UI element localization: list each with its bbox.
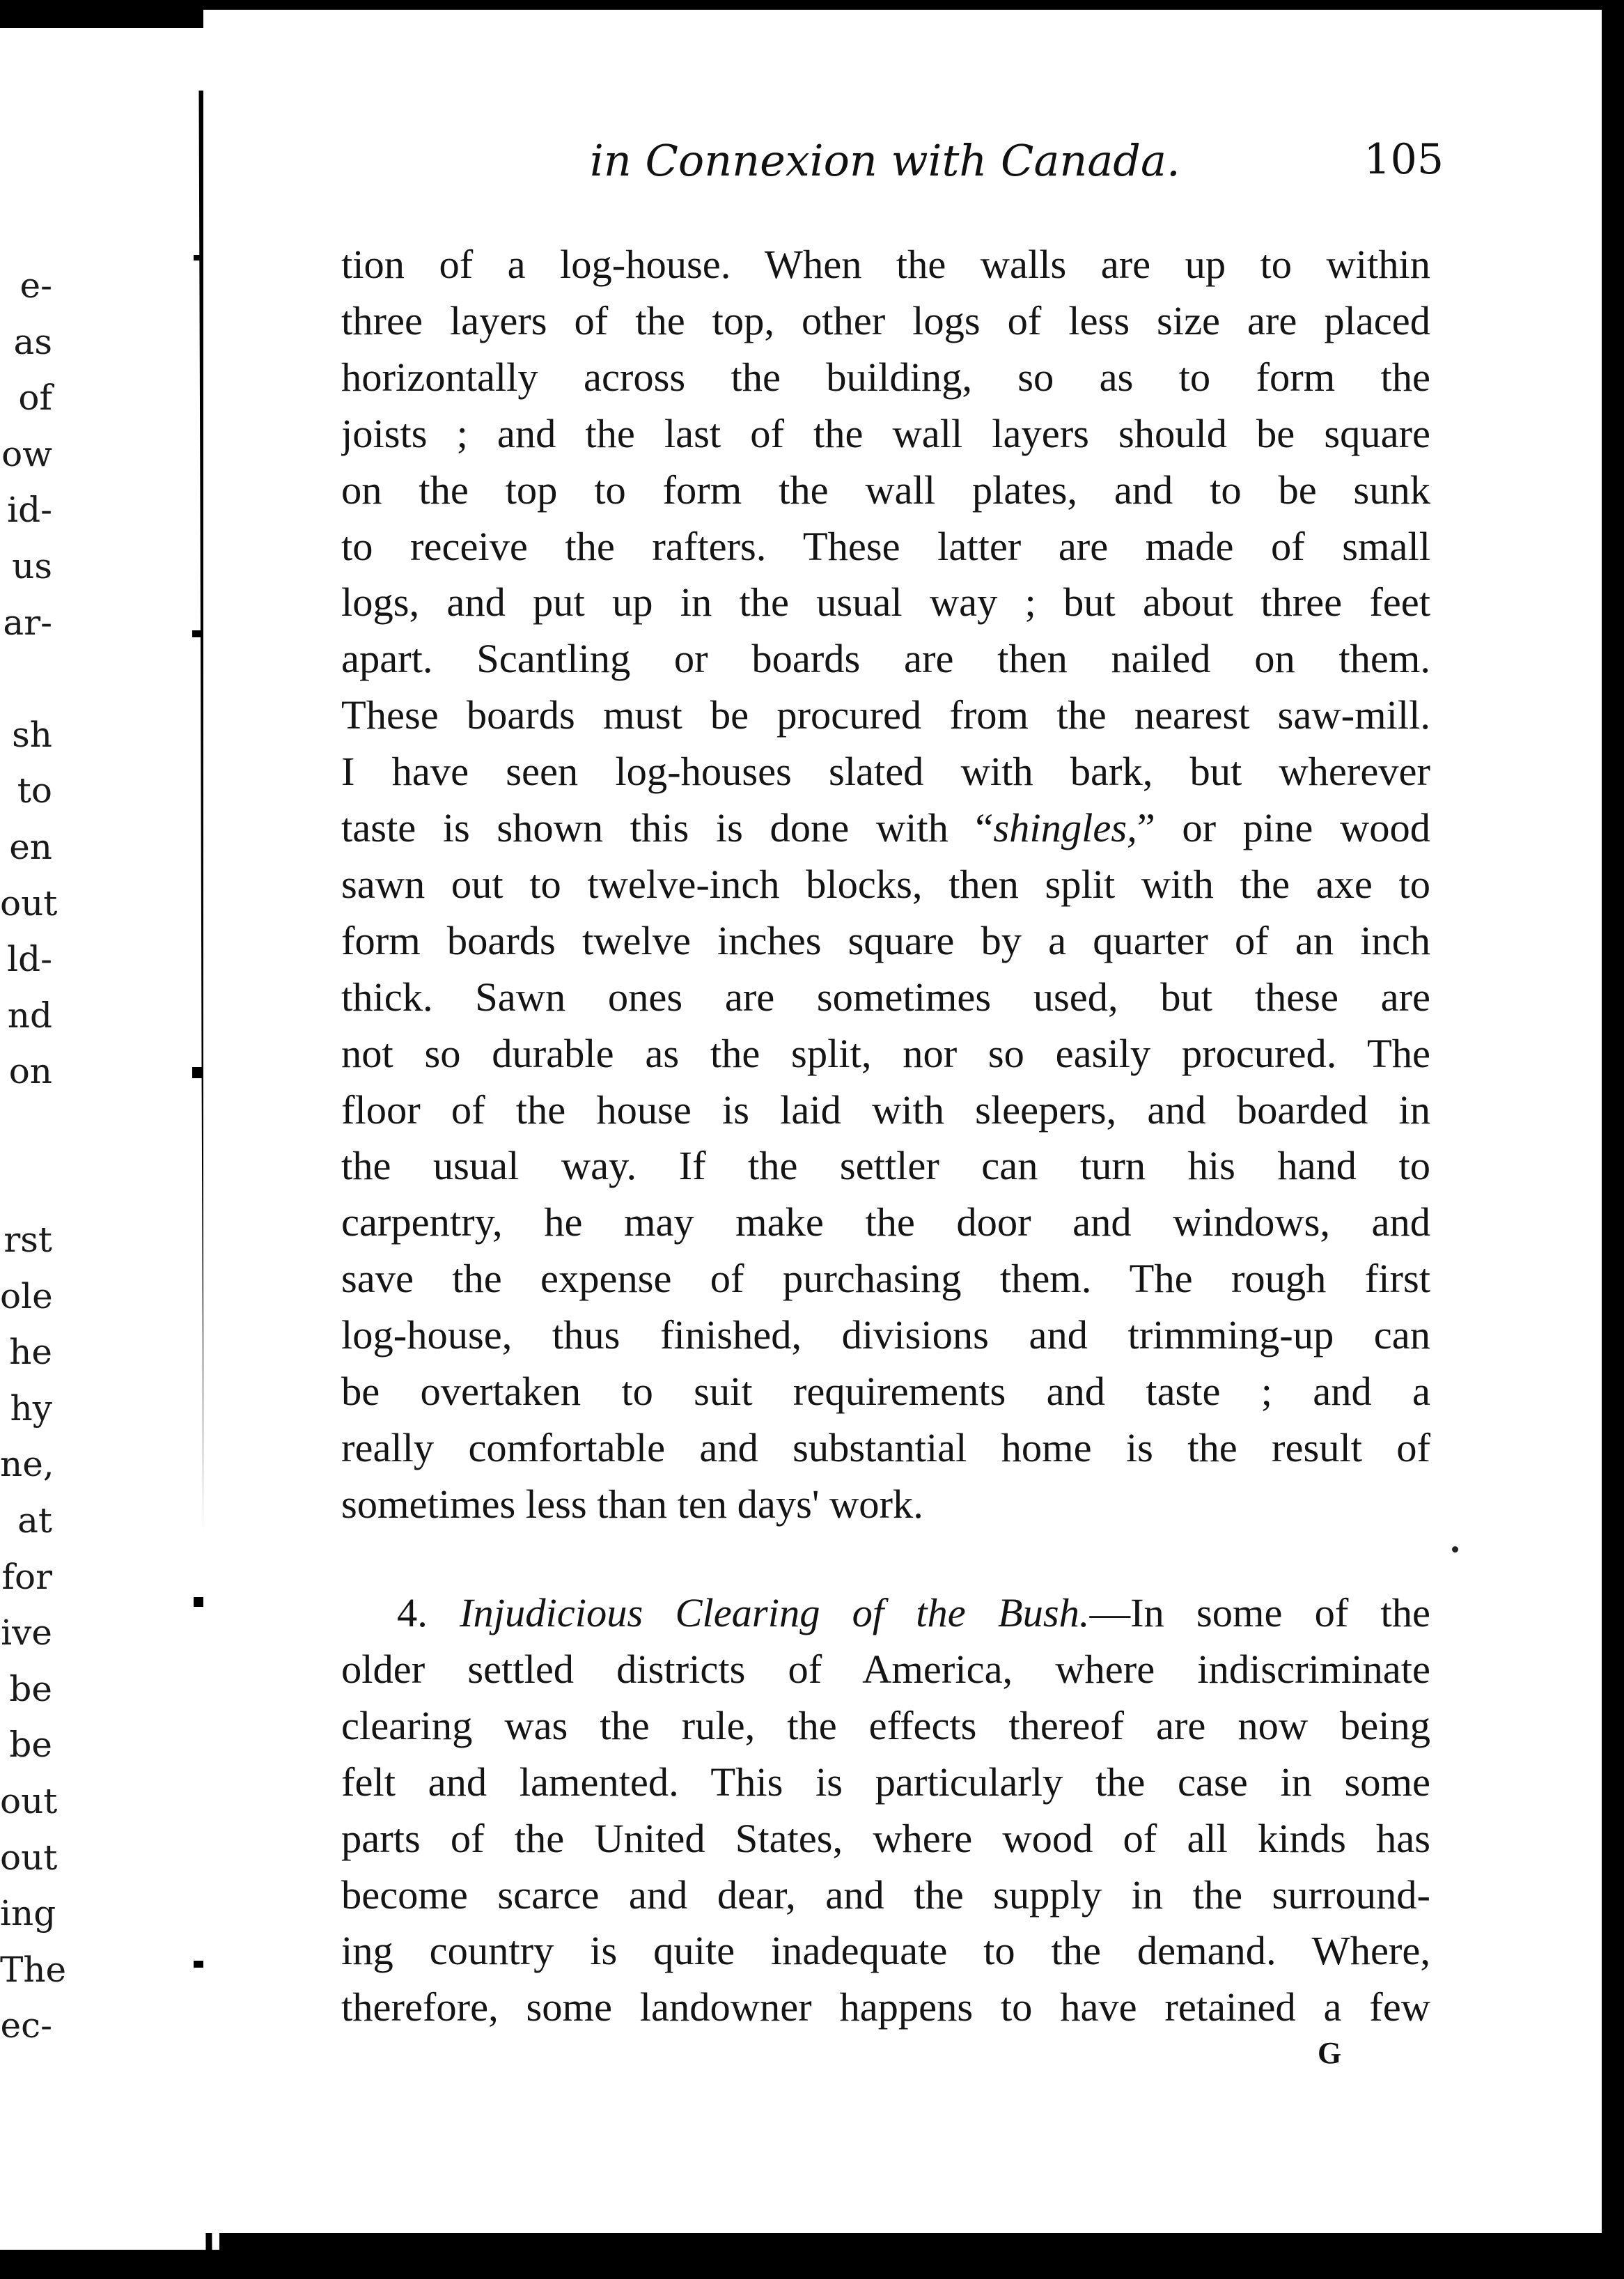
left-page-fragment: out: [0, 1781, 58, 1822]
paragraph-1-line: form boards twelve inches square by a quarter of an inch: [341, 917, 1430, 963]
paragraph-1-line: horizontally across the building, so as to form the: [341, 354, 1430, 400]
paragraph-1-line: to receive the rafters. These latter are made of small: [341, 523, 1430, 569]
main-page: [203, 10, 1602, 2233]
left-page-fragment: as: [13, 321, 52, 362]
paragraph-2-line: become scarce and dear, and the supply in the surround-: [341, 1872, 1430, 1918]
left-page-fragment: ar-: [3, 602, 52, 643]
left-page-fragment: ole: [0, 1275, 53, 1316]
paragraph-1-line: [341, 800, 1430, 856]
left-page-fragment: for: [1, 1556, 52, 1597]
section-heading-continuation: —In some of the: [1089, 1590, 1430, 1635]
left-page-fragment: of: [18, 378, 52, 419]
paragraph-2-line: clearing was the rule, the effects thereof are now being: [341, 1702, 1430, 1748]
left-page-fragment: en: [9, 826, 52, 867]
running-head-title: in Connexion with Canada.: [590, 135, 1180, 186]
paragraph-1-line: tion of a log-house. When the walls are up to within: [341, 242, 1430, 287]
paragraph-1-line: be overtaken to suit requirements and taste ; and a: [341, 1369, 1430, 1414]
paragraph-1-line: really comfortable and substantial home is the result of: [341, 1424, 1430, 1470]
shingles-line-before: taste is shown this is done with “: [341, 805, 994, 850]
paragraph-1-line: three layers of the top, other logs of less size are placed: [341, 297, 1430, 343]
left-page-fragment: ne,: [0, 1444, 54, 1485]
left-page-fragment: he: [9, 1332, 52, 1373]
left-facing-page: [0, 28, 219, 2250]
left-page-fragment: to: [17, 770, 52, 811]
left-page-fragment: nd: [7, 995, 52, 1036]
paragraph-1-line: on the top to form the wall plates, and to be sunk: [341, 467, 1430, 513]
paragraph-1-line: logs, and put up in the usual way ; but about three feet: [341, 580, 1430, 625]
paragraph-2-heading-line: [397, 1585, 1430, 1641]
left-page-fragment: be: [9, 1725, 52, 1766]
left-page-fragment: [0, 1156, 52, 1213]
paragraph-1-line: log-house, thus finished, divisions and trimming-up can: [341, 1312, 1430, 1358]
paragraph-1-line: save the expense of purchasing them. The rough first: [341, 1256, 1430, 1302]
left-page-fragment: on: [8, 1051, 52, 1092]
paragraph-1-line: not so durable as the split, nor so easily procured. The: [341, 1030, 1430, 1076]
left-page-fragment: ld-: [7, 939, 52, 980]
left-page-fragment: rst: [3, 1220, 52, 1261]
paragraph-2-line: ing country is quite inadequate to the demand. Where,: [341, 1928, 1430, 1974]
paragraph-1-line: joists ; and the last of the wall layers should be square: [341, 410, 1430, 456]
left-page-fragment: be: [9, 1668, 52, 1709]
paragraph-1-line: These boards must be procured from the nearest saw-mill.: [341, 692, 1430, 738]
section-heading: Injudicious Clearing of the Bush.: [460, 1590, 1090, 1635]
paragraph-1-line: apart. Scantling or boards are then nailed on them.: [341, 636, 1430, 682]
shingles-term: shingles,: [993, 805, 1137, 850]
left-page-fragment: [0, 1100, 52, 1156]
paragraph-1-line: thick. Sawn ones are sometimes used, but these are: [341, 974, 1430, 1020]
left-page-fragment: ive: [1, 1612, 52, 1654]
signature-mark: G: [1318, 2036, 1342, 2070]
left-page-fragment: hy: [10, 1387, 52, 1429]
left-page-fragment: out: [0, 1837, 58, 1878]
shingles-line-after: ” or pine wood: [1137, 805, 1430, 850]
left-page-fragment: sh: [12, 714, 52, 755]
left-page-fragment: e-: [19, 265, 52, 306]
paragraph-2-line: therefore, some landowner happens to have retained a few: [341, 1984, 1430, 2030]
left-page-fragment: id-: [7, 490, 52, 531]
page-number: 105: [1364, 135, 1444, 184]
paragraph-1-line: floor of the house is laid with sleepers, and boarded in: [341, 1087, 1430, 1133]
paragraph-1-line: carpentry, he may make the door and windows, and: [341, 1199, 1430, 1245]
left-page-fragment: [0, 651, 52, 707]
left-page-text-fragments: [0, 258, 67, 2054]
left-page-fragment: ing: [0, 1893, 56, 1934]
paragraph-2-line: parts of the United States, where wood of all kinds has: [341, 1815, 1430, 1861]
paragraph-1-line: sawn out to twelve-inch blocks, then split with the axe to: [341, 861, 1430, 907]
paragraph-1-line: I have seen log-houses slated with bark, but wherever: [341, 749, 1430, 795]
paragraph-2-line: felt and lamented. This is particularly the case in some: [341, 1759, 1430, 1805]
left-page-fragment: The: [0, 1949, 67, 1990]
paragraph-2-line: older settled districts of America, where indiscriminate: [341, 1646, 1430, 1692]
ink-speck: [1452, 1546, 1458, 1553]
left-page-fragment: ec-: [0, 2005, 52, 2046]
left-page-fragment: at: [17, 1500, 52, 1541]
left-page-fragment: out: [0, 882, 58, 924]
left-page-fragment: us: [12, 545, 52, 586]
section-number: 4.: [397, 1590, 428, 1635]
paragraph-1-line: sometimes less than ten days' work.: [341, 1481, 923, 1527]
left-page-fragment: ow: [1, 433, 52, 474]
paragraph-1-line: the usual way. If the settler can turn his hand to: [341, 1143, 1430, 1189]
